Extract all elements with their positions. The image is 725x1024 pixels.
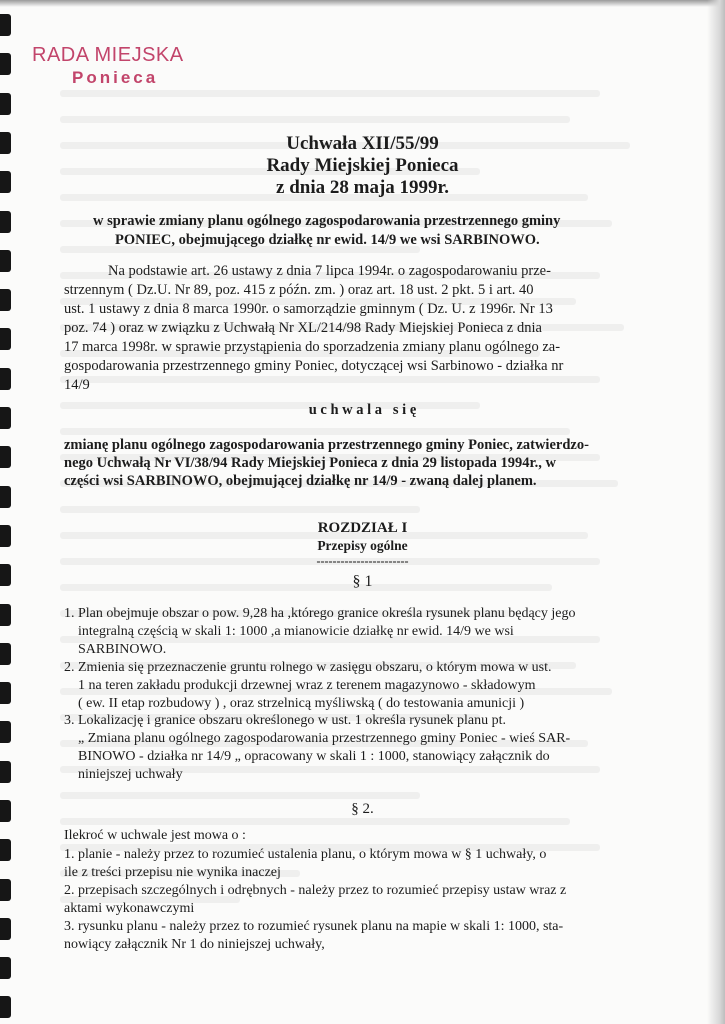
subject-line-1: w sprawie zmiany planu ogólnego zagospodarowania przestrzennego gminy <box>93 213 561 229</box>
binding-ring <box>0 211 11 233</box>
binding-ring <box>0 604 11 626</box>
title-line-2: Rady Miejskiej Ponieca <box>266 155 459 176</box>
binding-ring <box>0 93 11 115</box>
preamble-line: gospodarowania przestrzennego gminy Poniec, dotyczącej wsi Sarbinowo - działka nr <box>64 358 564 374</box>
show-through-line <box>60 506 420 513</box>
preamble-line: poz. 74 ) oraz w związku z Uchwałą Nr XL/214/98 Rady Miejskiej Ponieca z dnia <box>64 320 542 336</box>
binding-ring <box>0 918 11 940</box>
section-2-line: 1. planie - należy przez to rozumieć ustalenia planu, o którym mowa w § 1 uchwały, o <box>64 847 547 862</box>
section-1-line: „ Zmiana planu ogólnego zagospodarowania przestrzennego gminy Poniec - wieś SAR- <box>78 731 571 746</box>
section-2-mark: § 2. <box>351 801 374 817</box>
section-1-line: ( ew. II etap rozbudowy ) , oraz strzelnicą myśliwską ( do testowania amunicji ) <box>78 696 525 711</box>
resolves-heading: u c h w a l a s i ę <box>308 402 417 418</box>
section-1-line: 2. Zmienia się przeznaczenie gruntu rolnego w zasięgu obszaru, o którym mowa w ust. <box>64 660 552 675</box>
show-through-line <box>60 428 570 435</box>
resolution-line: nego Uchwałą Nr VI/38/94 Rady Miejskiej Ponieca z dnia 29 listopada 1994r., w <box>64 455 556 471</box>
binding-ring <box>0 250 11 272</box>
binding-ring <box>0 53 11 75</box>
section-1-line: 3. Lokalizację i granice obszaru określonego w ust. 1 określa rysunek planu pt. <box>64 713 507 728</box>
section-1-mark: § 1 <box>352 573 373 590</box>
section-2-line: ile z treści przepisu nie wynika inaczej <box>64 865 281 880</box>
show-through-line <box>60 376 600 383</box>
council-stamp <box>32 44 232 88</box>
show-through-line <box>60 116 570 123</box>
binding-ring <box>0 289 11 311</box>
top-shadow <box>0 0 725 7</box>
resolution-line: części wsi SARBINOWO, obejmującej działkę nr 14/9 - zwaną dalej planem. <box>64 473 537 489</box>
binding-ring <box>0 761 11 783</box>
preamble-line: 17 marca 1998r. w sprawie przystąpienia do sporzadzenia zmiany planu ogólnego za- <box>64 339 561 355</box>
binding-ring <box>0 14 11 36</box>
section-2-line: nowiący załącznik Nr 1 do niniejszej uchwały, <box>64 937 325 952</box>
chapter-rule: ----------------------- <box>316 554 409 568</box>
binding-ring <box>0 996 11 1018</box>
binding-ring <box>0 879 11 901</box>
binding-ring <box>0 368 11 390</box>
title-line-1: Uchwała XII/55/99 <box>286 133 439 154</box>
stamp-line-1: RADA MIEJSKA <box>32 44 184 66</box>
resolution-title <box>0 133 725 199</box>
show-through-line <box>60 792 420 799</box>
binding-ring <box>0 839 11 861</box>
binding-ring <box>0 682 11 704</box>
section-1-line: BINOWO - działka nr 14/9 „ opracowany w skali 1 : 1000, stanowiący załącznik do <box>78 749 550 764</box>
binding-ring <box>0 721 11 743</box>
section-2-line: Ilekroć w uchwale jest mowa o : <box>64 828 246 843</box>
section-1-line: 1 na teren zakładu produkcji drzewnej wraz z terenem magazynowo - składowym <box>78 678 536 693</box>
resolution-line: zmianę planu ogólnego zagospodarowania przestrzennego gminy Poniec, zatwierdzo- <box>64 437 589 453</box>
section-2-line: 3. rysunku planu - należy przez to rozumieć rysunek planu na mapie w skali 1: 1000, sta- <box>64 919 564 934</box>
preamble-line: strzennym ( Dz.U. Nr 89, poz. 415 z późn. zm. ) oraz art. 18 ust. 2 pkt. 5 i art. 40 <box>64 282 534 298</box>
title-line-3: z dnia 28 maja 1999r. <box>276 177 449 198</box>
section-2-line: aktami wykonawczymi <box>64 901 195 916</box>
preamble-line: 14/9 <box>64 377 90 393</box>
binding-ring <box>0 643 11 665</box>
stamp-line-2: Ponieca <box>72 68 159 87</box>
show-through-line <box>60 818 570 825</box>
section-1-line: SARBINOWO. <box>78 642 167 657</box>
preamble-line: Na podstawie art. 26 ustawy z dnia 7 lipca 1994r. o zagospodarowaniu prze- <box>108 263 551 279</box>
binding-ring <box>0 957 11 979</box>
binding-ring <box>0 486 11 508</box>
show-through-line <box>60 90 600 97</box>
section-1-line: 1. Plan obejmuje obszar o pow. 9,28 ha ,którego granice określa rysunek planu będący jego <box>64 606 576 621</box>
binding-ring <box>0 446 11 468</box>
preamble-line: ust. 1 ustawy z dnia 8 marca 1990r. o samorządzie gminnym ( Dz. U. z 1996r. Nr 13 <box>64 301 553 317</box>
section-2-line: 2. przepisach szczególnych i odrębnych - należy przez to rozumieć przepisy ustaw wraz z <box>64 883 567 898</box>
subject-line-2: PONIEC, obejmującego działkę nr ewid. 14/9 we wsi SARBINOWO. <box>115 232 540 248</box>
section-1-line: niniejszej uchwały <box>78 767 183 782</box>
chapter-heading: ROZDZIAŁ I <box>317 520 408 536</box>
binding-ring <box>0 328 11 350</box>
chapter-subheading: Przepisy ogólne <box>317 538 408 553</box>
section-1-line: integralną częścią w skali 1: 1000 ,a mianowicie działkę nr ewid. 14/9 we wsi <box>78 624 514 639</box>
